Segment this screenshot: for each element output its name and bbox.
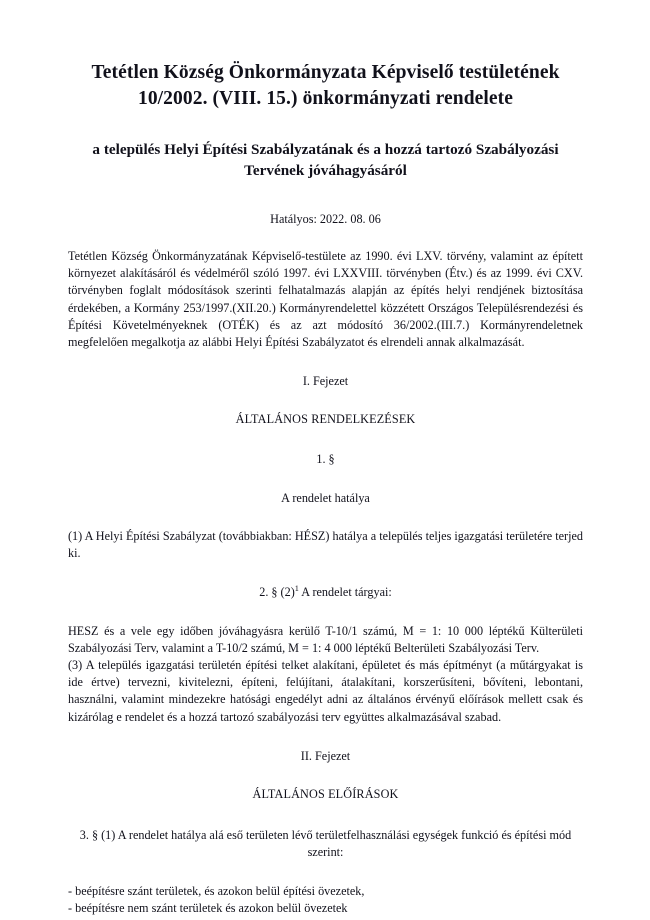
section-one-paragraph-1: (1) A Helyi Építési Szabályzat (továbbiakban: HÉSZ) hatálya a település teljes igazgatási területére terjed ki. bbox=[68, 529, 583, 561]
chapter-two-name: ÁLTALÁNOS ELŐÍRÁSOK bbox=[252, 787, 399, 802]
section-two-lead-prefix: 2. § (2) bbox=[259, 585, 295, 600]
chapter-two-label: II. Fejezet bbox=[300, 748, 351, 763]
list-item: - beépítésre szánt területek, és azokon belül építési övezetek, bbox=[68, 883, 365, 898]
list-item: - beépítésre nem szánt területek és azokon belül övezetek bbox=[68, 900, 348, 915]
chapter-one-name: ÁLTALÁNOS RENDELKEZÉSEK bbox=[235, 412, 416, 427]
section-two-body: HESZ és a vele egy időben jóváhagyásra kerülő T-10/1 számú, M = 1: 10 000 léptékű Külterületi Szabályozási Terv, valamint a T-10/2 számú, M = 1: 4 000 léptékű Belterületi Szabályozási Terv. bbox=[68, 623, 583, 655]
footnote-marker: 1 bbox=[294, 584, 299, 594]
section-two-paragraph-3: (3) A település igazgatási területén építési telket alakítani, épületet és más építményt (a műtárgyakat is ide értve) tervezni, kivitelezni, építeni, felújítani, átalakítani, korszerűsíteni, bővíteni, lebontani, használni, valamint mindezekre hatósági engedélyt adni az általános érvényű előírások mellett csak és kizárólag e rendelet és a hozzá tartozó szabályozási terv együttes alkalmazásával szabad. bbox=[68, 658, 583, 724]
chapter-one-label: I. Fejezet bbox=[302, 374, 349, 389]
territory-type-list bbox=[68, 883, 583, 917]
section-three-lead: 3. § (1) A rendelet hatálya alá eső területen lévő területfelhasználási egységek funkció és építési mód szerint: bbox=[79, 828, 572, 860]
section-two-lead bbox=[68, 584, 583, 601]
document-subtitle: a település Helyi Építési Szabályzatának és a hozzá tartozó Szabályozási Tervének jóváhagyásáról bbox=[92, 140, 559, 180]
document-title: Tetétlen Község Önkormányzata Képviselő testületének 10/2002. (VIII. 15.) önkormányzati rendelete bbox=[91, 62, 560, 109]
section-one-name: A rendelet hatálya bbox=[281, 490, 370, 505]
section-one-mark: 1. § bbox=[316, 451, 335, 466]
section-two-lead-suffix: A rendelet tárgyai: bbox=[298, 585, 392, 600]
preamble-paragraph: Tetétlen Község Önkormányzatának Képviselő-testülete az 1990. évi LXV. törvény, valamint az épített környezet alakításáról és védelméről szóló 1997. évi LXXVIII. törvényben (Étv.) és az 1999. évi CXV. törvényben foglalt módosítások szerinti felhatalmazás alapján az építés helyi rendjének biztosítása érdekében, a Kormány 253/1997.(XII.20.) Kormányrendelettel közzétett Országos Településrendezési és Építési Követelményeknek (OTÉK) és az azt módosító 36/2002.(III.7.) Kormányrendeletnek megfelelően megalkotja az alábbi Helyi Építési Szabályzatot és elrendeli annak alkalmazását. bbox=[68, 249, 583, 350]
effective-date-label: Hatályos: 2022. 08. 06 bbox=[270, 212, 381, 226]
